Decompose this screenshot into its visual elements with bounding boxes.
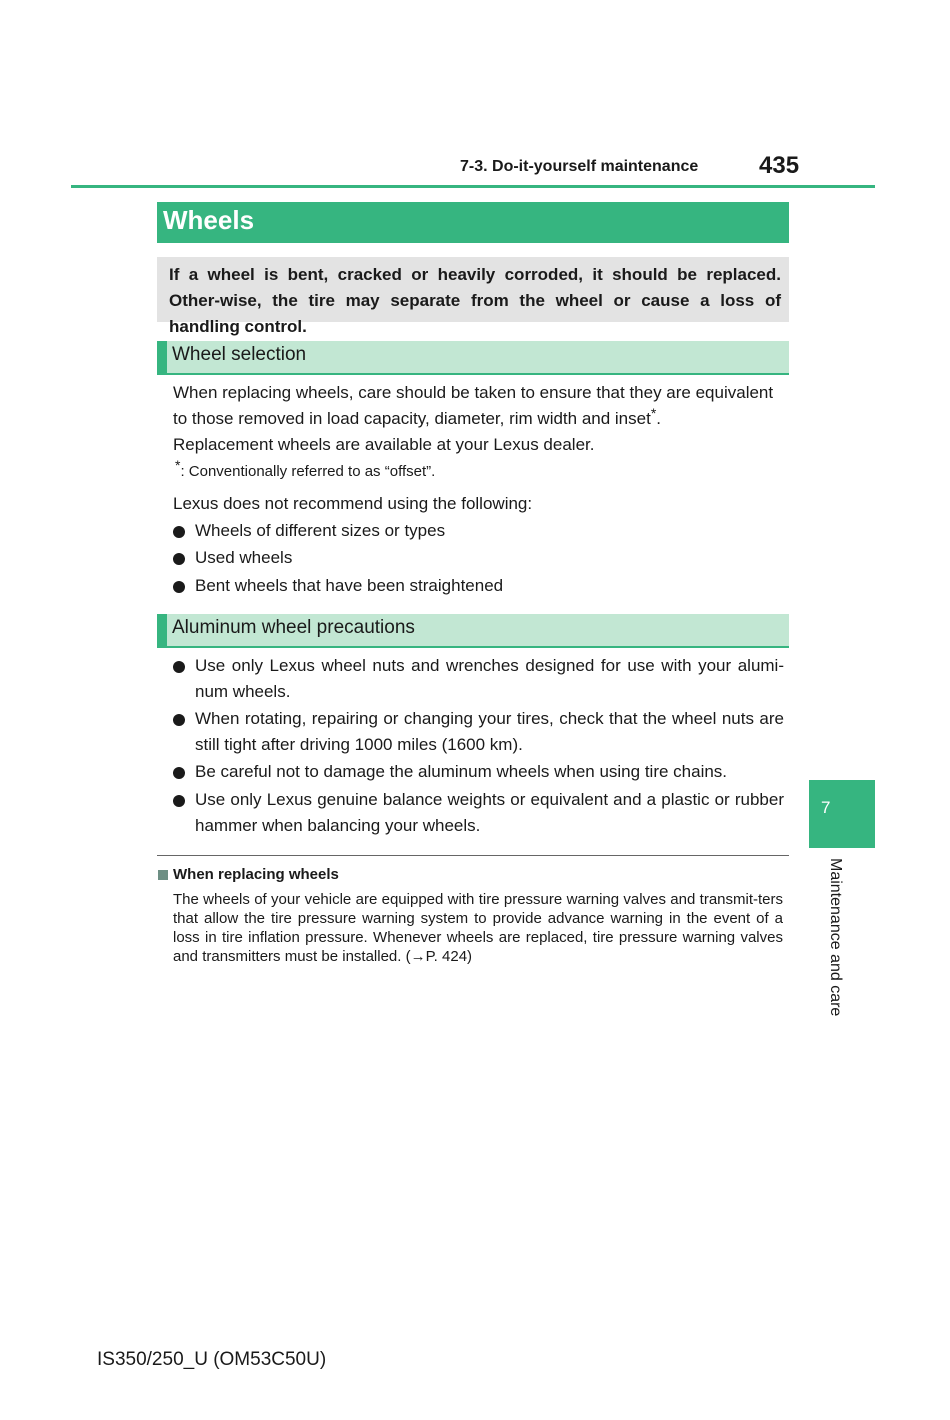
bullet-dot xyxy=(173,767,185,779)
list-item-text: When rotating, repairing or changing your tires, check that the wheel nuts are still tight after driving 1000 miles (1600 km). xyxy=(195,709,784,754)
square-bullet-icon xyxy=(158,870,168,880)
bullet-dot xyxy=(173,553,185,565)
bullet-dot xyxy=(173,795,185,807)
bullet-dot xyxy=(173,581,185,593)
footnote-body: The wheels of your vehicle are equipped with tire pressure warning valves and transmit-ters that allow the tire pressure warning system to provide advance warning in the event of a loss in tire inflation pressure. Whenever wheels are replaced, tire pressure warning valves and transmitters must be installed. (→P. 424) xyxy=(173,891,783,965)
list-item-text: Bent wheels that have been straightened xyxy=(195,576,504,595)
inset-asterisk: * xyxy=(650,405,657,421)
wheel-selection-header xyxy=(157,341,789,375)
wheel-selection-para1-line2 xyxy=(173,406,661,432)
list-item-text: Used wheels xyxy=(195,548,293,567)
page-title: Wheels xyxy=(163,205,255,235)
list-item-text: Be careful not to damage the aluminum wheels when using tire chains. xyxy=(195,762,728,781)
list-item-text: Wheels of different sizes or types xyxy=(195,521,446,540)
wheel-selection-para2: Replacement wheels are available at your Lexus dealer. xyxy=(173,435,595,454)
page-number: 435 xyxy=(759,152,800,179)
bullet-dot xyxy=(173,661,185,673)
note-text: : Conventionally referred to as “offset”. xyxy=(180,463,436,480)
aluminum-heading: Aluminum wheel precautions xyxy=(172,617,415,638)
wheel-selection-para1-line1: When replacing wheels, care should be taken to ensure that they are equivalent xyxy=(173,383,774,402)
title-bar xyxy=(157,202,789,243)
footnote-title: When replacing wheels xyxy=(173,866,339,883)
list-item-text: Use only Lexus genuine balance weights or equivalent and a plastic or rubber hammer when balancing your wheels. xyxy=(195,790,784,835)
wheel-selection-heading: Wheel selection xyxy=(172,344,307,365)
footnote-rule xyxy=(157,855,789,856)
model-code: IS350/250_U (OM53C50U) xyxy=(97,1349,327,1370)
note-asterisk: * xyxy=(175,457,181,473)
para1-period: . xyxy=(656,409,662,428)
header-rule xyxy=(71,185,875,188)
header-accent xyxy=(157,614,167,648)
bullet-dot xyxy=(173,526,185,538)
header-accent xyxy=(157,341,167,375)
chapter-number: 7 xyxy=(821,798,831,817)
not-recommended-lead: Lexus does not recommend using the following: xyxy=(173,494,533,513)
chapter-label: Maintenance and care xyxy=(827,858,844,1017)
intro-text: If a wheel is bent, cracked or heavily corroded, it should be replaced. Other-wise, the tire may separate from the wheel or cause a loss of handling control. xyxy=(169,265,781,336)
bullet-dot xyxy=(173,714,185,726)
intro-note xyxy=(157,257,789,336)
section-header-title: 7-3. Do-it-yourself maintenance xyxy=(460,158,699,175)
para1-line2-text: to those removed in load capacity, diameter, rim width and inset xyxy=(173,409,651,428)
offset-note xyxy=(175,457,436,480)
list-item-text: Use only Lexus wheel nuts and wrenches designed for use with your alumi-num wheels. xyxy=(195,656,784,701)
aluminum-precautions-header xyxy=(157,614,789,648)
chapter-tab xyxy=(809,780,875,848)
